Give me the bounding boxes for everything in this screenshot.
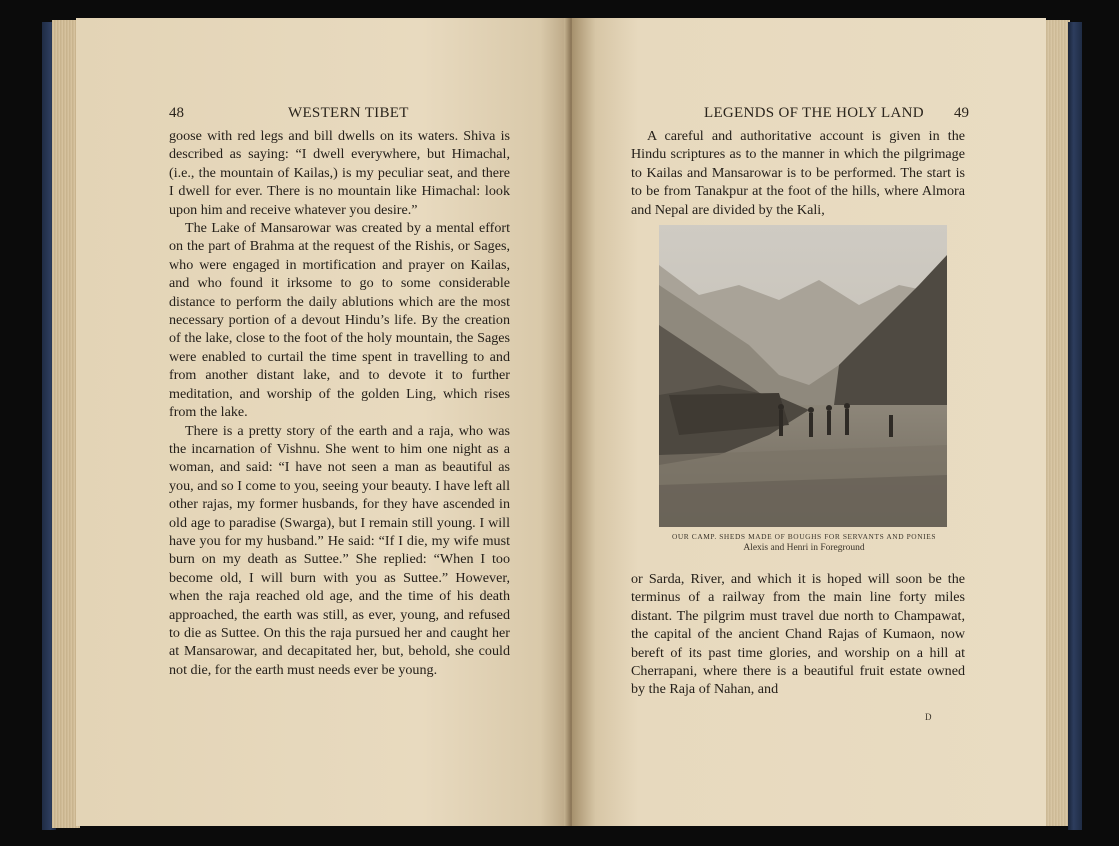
caption-title: OUR CAMP. SHEDS MADE OF BOUGHS FOR SERVANTS AND PONIES xyxy=(671,532,937,541)
photo-caption xyxy=(662,531,946,554)
left-paragraph-1: goose with red legs and bill dwells on its waters. Shiva is described as saying: “I dwell everywhere, but Himachal, (i.e., the mountain of Kailas,) is my peculiar seat, and there I dwell for ever. There is no mountain like Himachal: look upon him and receive whatever you desire.” xyxy=(169,128,510,218)
cover-edge-right xyxy=(1068,22,1082,830)
right-running-head: LEGENDS OF THE HOLY LAND xyxy=(704,105,924,121)
camp-photograph xyxy=(659,225,947,527)
left-page-number: 48 xyxy=(169,105,184,121)
caption-subtitle: Alexis and Henri in Foreground xyxy=(743,543,865,553)
left-running-head: WESTERN TIBET xyxy=(288,105,409,121)
right-paragraph-bottom xyxy=(631,570,965,699)
right-paragraph-top xyxy=(631,127,965,219)
signature-mark: D xyxy=(925,712,932,722)
left-paragraph-2: The Lake of Mansarowar was created by a mental effort on the part of Brahma at the request of the Rishis, or Sages, who were engaged in mortification and prayer on Kailas, and who found it irksome to go to some considerable distance to perform the daily ablutions which are the most necessary portion of a devout Hindu’s life. By the creation of the lake, close to the foot of the holy mountain, the Sages were enabled to curtail the time spent in travelling to and from another distant lake, and to devote it to further meditation, and worship of the golden Ling, which rises from the lake. xyxy=(169,220,510,421)
left-paragraph-3: There is a pretty story of the earth and a raja, who was the incarnation of Vishnu. She went to him one night as a woman, and said: “I have not seen a man as beautiful as you, and so I come to you, seeing your beauty. I have left all other rajas, my former husbands, for they have ascended in old age to paradise (Swarga), but I remain still young. I will have you for my husband.” He said: “If I die, my wife must burn on my death as Suttee.” She replied: “When I too become old, I will burn with you as Suttee.” However, when the raja reached old age, and the time of his death approached, the earth was still, as ever, young, and refused to die as Suttee. On this the raja pursued her and caught her at Mansarowar, and decapitated her, but, behold, she could not die, for the earth must needs ever be young. xyxy=(169,422,510,678)
page-stack-right xyxy=(1044,20,1070,826)
right-paragraph-2: or Sarda, River, and which it is hoped will soon be the terminus of a railway from the main line forty miles distant. The pilgrim must travel due north to Champawat, the capital of the ancient Chand Rajas of Kumaon, now bereft of its past time glories, and worship on a hill at Cherrapani, where there is a beautiful fruit estate owned by the Raja of Nahan, and xyxy=(631,571,965,698)
photograph-plate xyxy=(659,225,947,527)
right-page-number: 49 xyxy=(954,105,969,121)
right-paragraph-1: A careful and authoritative account is given in the Hindu scriptures as to the manner in which the pilgrimage to Kailas and Mansarowar is to be performed. The start is to be from Tanakpur at the foot of the hills, where Almora and Nepal are divided by the Kali, xyxy=(631,128,965,218)
left-page-body xyxy=(169,127,510,679)
